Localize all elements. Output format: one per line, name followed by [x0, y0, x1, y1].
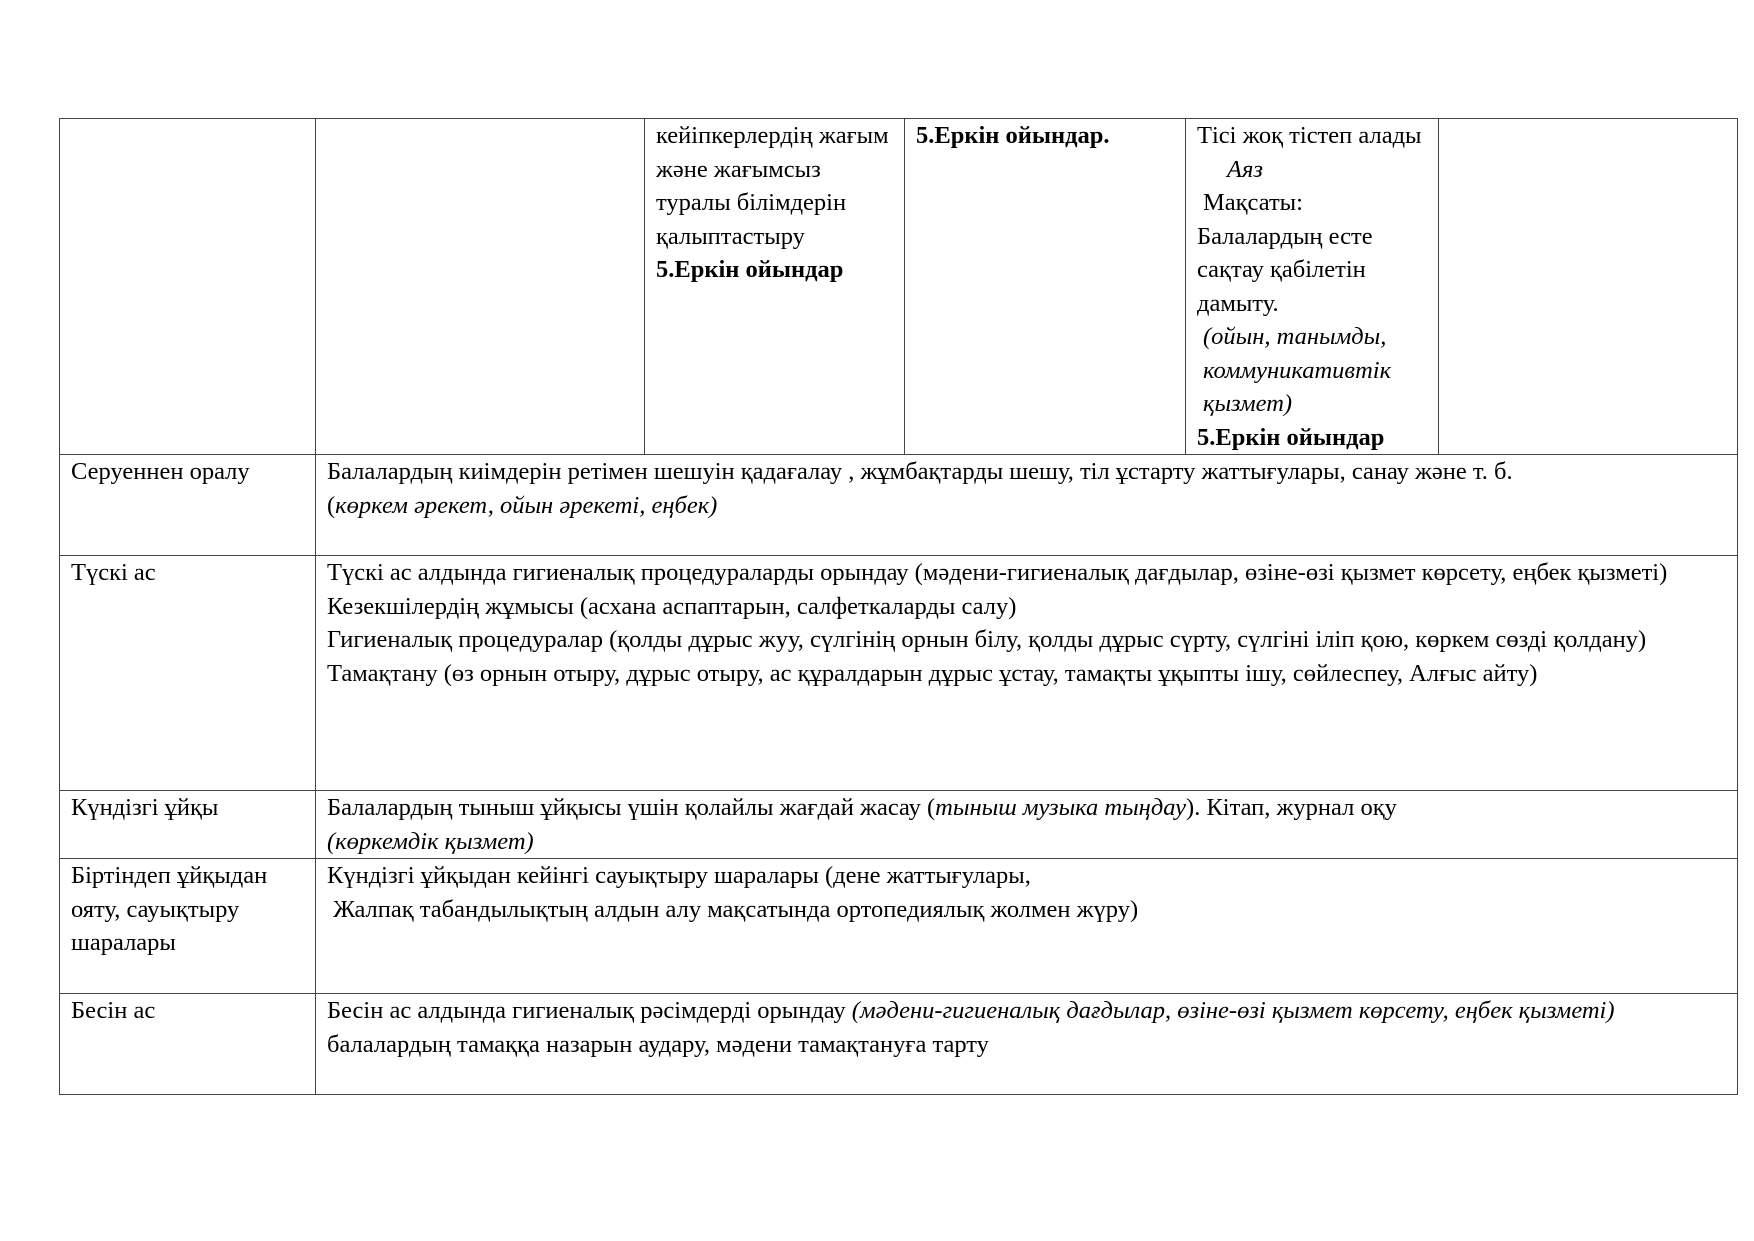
- content-line: Күндізгі ұйқыдан кейінгі сауықтыру шаралары (дене жаттығулары,: [327, 862, 1031, 889]
- row-gradual-waking: [60, 859, 1738, 994]
- row-lunch: [60, 556, 1738, 791]
- cell-riddle-game: [1186, 119, 1439, 455]
- goal-label: Мақсаты:: [1203, 189, 1303, 216]
- daily-schedule-table: [59, 118, 1738, 1095]
- riddle-text: Тісі жоқ тістеп алады: [1197, 122, 1422, 149]
- free-games-label: 5.Еркін ойындар: [1197, 423, 1385, 451]
- row-content: [316, 859, 1738, 994]
- character-knowledge-text: кейіпкерлердің жағым және жағымсыз туралы білімдерін қалыптастыру: [656, 122, 889, 250]
- row-label: Түскі ас: [60, 556, 316, 791]
- content-text: Балалардың тыныш ұйқысы үшін қолайлы жағдай жасау (: [327, 794, 936, 821]
- cell-empty-1: [60, 119, 316, 455]
- activity-type: (мәдени-гигиеналық дағдылар, өзіне-өзі қызмет көрсету, еңбек қызметі): [851, 997, 1615, 1024]
- free-games-label: 5.Еркін ойындар: [656, 256, 844, 283]
- content-line: Тамақтану (өз орнын отыру, дұрыс отыру, ас құралдарын дұрыс ұстау, тамақты ұқыпты ішу, сөйлеспеу, Алғыс айту): [327, 659, 1538, 687]
- activity-note: тыныш музыка тыңдау: [935, 794, 1187, 821]
- cell-character-knowledge: [645, 119, 905, 455]
- content-text: Бесін ас алдында гигиеналық рәсімдерді орындау: [327, 997, 852, 1024]
- row-label: Күндізгі ұйқы: [60, 791, 316, 859]
- activity-type: (көркемдік қызмет): [327, 827, 534, 855]
- goal-text: Балалардың есте сақтау қабілетін дамыту.: [1197, 222, 1373, 317]
- row-content: [316, 556, 1738, 791]
- row-label: Біртіндеп ұйқыдан ояту, сауықтыру шаралары: [60, 859, 316, 994]
- content-line: Кезекшілердің жұмысы (асхана аспаптарын, салфеткаларды салу): [327, 592, 1017, 620]
- row-content: [316, 994, 1738, 1095]
- paren-open: (: [327, 491, 336, 519]
- activity-type: көркем әрекет, ойын әрекеті, еңбек): [335, 491, 718, 519]
- row-content: [316, 791, 1738, 859]
- cell-empty-6: [1439, 119, 1738, 455]
- row-label: Бесін ас: [60, 994, 316, 1095]
- free-games-label: 5.Еркін ойындар.: [916, 122, 1110, 149]
- row-content: [316, 455, 1738, 556]
- row-afternoon-snack: [60, 994, 1738, 1095]
- content-line: Жалпақ табандылықтың алдын алу мақсатында ортопедиялық жолмен жүру): [327, 895, 1139, 923]
- row-daytime-sleep: [60, 791, 1738, 859]
- content-line: Түскі ас алдында гигиеналық процедураларды орындау (мәдени-гигиеналық дағдылар, өзіне-өзі қызмет көрсету, еңбек қызметі): [327, 559, 1668, 586]
- row-return-from-walk: [60, 455, 1738, 556]
- activity-type: (ойын, танымды, коммуникативтік қызмет): [1203, 323, 1392, 417]
- content-line: балалардың тамаққа назарын аудару, мәдени тамақтануға тарту: [327, 1030, 989, 1058]
- content-text: ). Кітап, журнал оқу: [1186, 794, 1397, 821]
- cell-free-games: [905, 119, 1186, 455]
- riddle-answer: Аяз: [1227, 155, 1263, 183]
- row-label: Серуеннен оралу: [60, 455, 316, 556]
- cell-empty-2: [316, 119, 645, 455]
- content-line: Балалардың киімдерін ретімен шешуін қадағалау , жұмбақтарды шешу, тіл ұстарту жаттығулары, санау және т. б.: [327, 458, 1513, 485]
- content-line: Гигиеналық процедуралар (қолды дұрыс жуу, сүлгінің орнын білу, қолды дұрыс сүрту, сүлгіні іліп қою, көркем сөзді қолдану): [327, 626, 1647, 653]
- continuation-row: [60, 119, 1738, 455]
